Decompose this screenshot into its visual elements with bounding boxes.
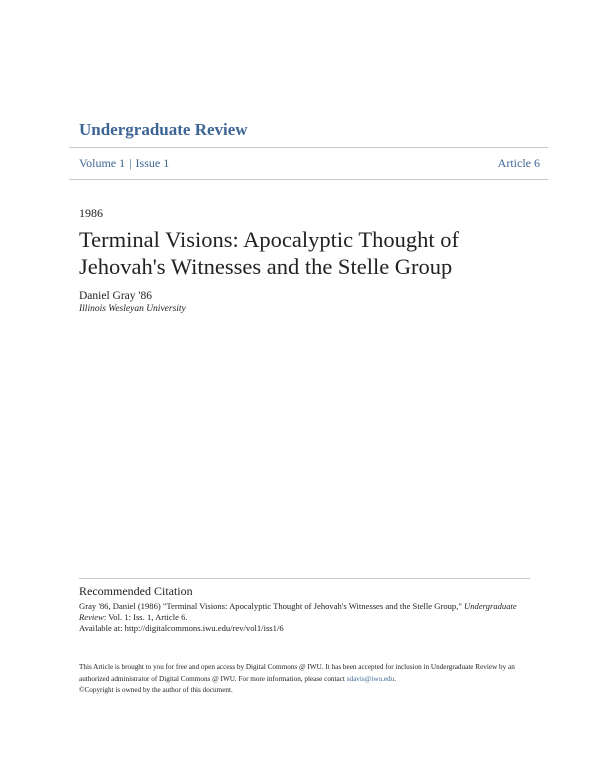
author-affiliation: Illinois Wesleyan University [79, 304, 186, 314]
notice-line-2: authorized administrator of Digital Commons @ IWU. For more information, please contact [79, 674, 345, 683]
publication-year: 1986 [79, 206, 103, 220]
article-title: Terminal Visions: Apocalyptic Thought of Jehovah's Witnesses and the Stelle Group [79, 227, 459, 279]
citation-text [79, 601, 539, 634]
journal-title[interactable]: Undergraduate Review [79, 120, 248, 139]
citation-journal: Undergraduate Review [79, 601, 517, 622]
header-divider-top [69, 147, 548, 148]
issue-link[interactable]: Issue 1 [135, 156, 170, 170]
contact-email-link[interactable]: sdavis@iwu.edu [346, 674, 395, 683]
recommended-citation-heading: Recommended Citation [79, 584, 193, 598]
issue-bar [79, 156, 540, 171]
volume-issue-separator: | [129, 156, 132, 170]
volume-link[interactable]: Volume 1 [79, 156, 126, 170]
citation-volume: : Vol. 1: Iss. 1, Article 6. [103, 612, 188, 622]
citation-divider [79, 578, 530, 579]
article-link[interactable]: Article 6 [497, 156, 540, 170]
citation-url[interactable]: Available at: http://digitalcommons.iwu.edu/rev/vol1/iss1/6 [79, 623, 284, 633]
notice-line-1: This Article is brought to you for free and open access by Digital Commons @ IWU. It has been accepted for inclusion in Undergraduate Review by an [79, 663, 515, 671]
header-divider-bottom [69, 179, 548, 180]
citation-main: Gray '86, Daniel (1986) "Terminal Visions: Apocalyptic Thought of Jehovah's Witnesses and the Stelle Group," [79, 601, 462, 611]
access-notice [79, 662, 539, 697]
copyright-notice: ©Copyright is owned by the author of this document. [79, 686, 233, 694]
notice-line-2-end: . [394, 674, 397, 683]
author-name: Daniel Gray '86 [79, 290, 152, 302]
